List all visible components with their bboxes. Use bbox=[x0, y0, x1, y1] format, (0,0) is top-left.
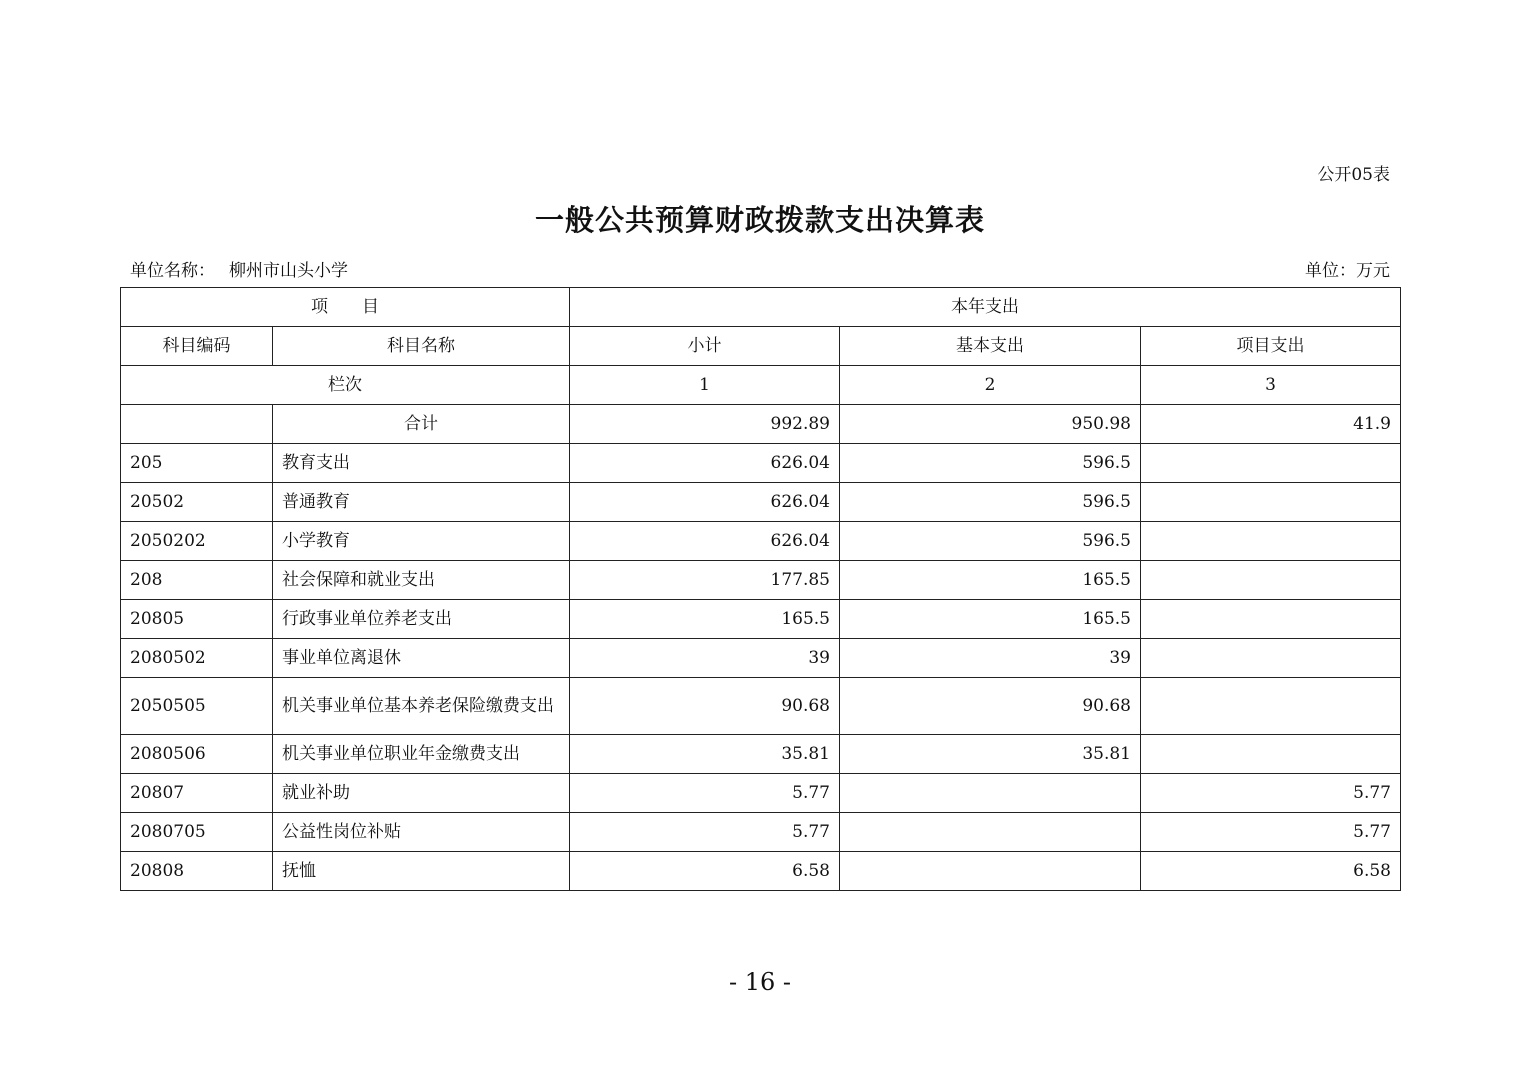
total-subtotal: 992.89 bbox=[570, 405, 840, 444]
row-basic bbox=[840, 852, 1141, 891]
row-subtotal: 626.04 bbox=[570, 483, 840, 522]
row-subtotal: 35.81 bbox=[570, 735, 840, 774]
row-basic: 596.5 bbox=[840, 483, 1141, 522]
row-name: 机关事业单位职业年金缴费支出 bbox=[273, 735, 570, 774]
row-code: 2050505 bbox=[121, 678, 273, 735]
table-row bbox=[121, 600, 1401, 639]
row-name: 机关事业单位基本养老保险缴费支出 bbox=[273, 678, 570, 735]
column-index-2: 2 bbox=[840, 366, 1141, 405]
row-project bbox=[1141, 483, 1401, 522]
total-code-cell bbox=[121, 405, 273, 444]
row-name: 抚恤 bbox=[273, 852, 570, 891]
row-code: 20805 bbox=[121, 600, 273, 639]
basic-header: 基本支出 bbox=[840, 327, 1141, 366]
unit-name-label: 单位名称： bbox=[130, 261, 215, 281]
row-basic: 39 bbox=[840, 639, 1141, 678]
table-row bbox=[121, 522, 1401, 561]
row-subtotal: 6.58 bbox=[570, 852, 840, 891]
row-project bbox=[1141, 600, 1401, 639]
total-project: 41.9 bbox=[1141, 405, 1401, 444]
table-row bbox=[121, 561, 1401, 600]
header-row-columns bbox=[121, 327, 1401, 366]
row-subtotal: 5.77 bbox=[570, 813, 840, 852]
row-subtotal: 90.68 bbox=[570, 678, 840, 735]
table-row bbox=[121, 735, 1401, 774]
page-title: 一般公共预算财政拨款支出决算表 bbox=[534, 203, 985, 237]
row-subtotal: 5.77 bbox=[570, 774, 840, 813]
row-project bbox=[1141, 735, 1401, 774]
table-row bbox=[121, 678, 1401, 735]
row-subtotal: 39 bbox=[570, 639, 840, 678]
row-code: 20807 bbox=[121, 774, 273, 813]
table-row bbox=[121, 774, 1401, 813]
row-code: 2080506 bbox=[121, 735, 273, 774]
subtotal-header: 小计 bbox=[570, 327, 840, 366]
project-header: 项目支出 bbox=[1141, 327, 1401, 366]
column-index-label: 栏次 bbox=[121, 366, 570, 405]
total-label: 合计 bbox=[273, 405, 570, 444]
row-name: 行政事业单位养老支出 bbox=[273, 600, 570, 639]
table-header bbox=[121, 288, 1401, 444]
row-name: 公益性岗位补贴 bbox=[273, 813, 570, 852]
current-year-header: 本年支出 bbox=[570, 288, 1401, 327]
row-project: 5.77 bbox=[1141, 774, 1401, 813]
row-name: 事业单位离退休 bbox=[273, 639, 570, 678]
row-basic bbox=[840, 813, 1141, 852]
row-code: 2080502 bbox=[121, 639, 273, 678]
column-index-row bbox=[121, 366, 1401, 405]
row-code: 20502 bbox=[121, 483, 273, 522]
code-header: 科目编码 bbox=[121, 327, 273, 366]
table-row bbox=[121, 639, 1401, 678]
row-basic: 165.5 bbox=[840, 561, 1141, 600]
row-subtotal: 626.04 bbox=[570, 522, 840, 561]
row-basic: 596.5 bbox=[840, 444, 1141, 483]
row-subtotal: 626.04 bbox=[570, 444, 840, 483]
total-row bbox=[121, 405, 1401, 444]
unit-name-value: 柳州市山头小学 bbox=[229, 261, 348, 281]
header-row-top bbox=[121, 288, 1401, 327]
row-code: 20808 bbox=[121, 852, 273, 891]
row-project bbox=[1141, 678, 1401, 735]
item-header: 项 目 bbox=[121, 288, 570, 327]
row-basic: 165.5 bbox=[840, 600, 1141, 639]
row-name: 普通教育 bbox=[273, 483, 570, 522]
row-project: 6.58 bbox=[1141, 852, 1401, 891]
row-code: 205 bbox=[121, 444, 273, 483]
row-code: 2080705 bbox=[121, 813, 273, 852]
row-project bbox=[1141, 444, 1401, 483]
row-project bbox=[1141, 522, 1401, 561]
row-name: 社会保障和就业支出 bbox=[273, 561, 570, 600]
row-project: 5.77 bbox=[1141, 813, 1401, 852]
row-project bbox=[1141, 639, 1401, 678]
page-number: - 16 - bbox=[728, 968, 791, 996]
row-name: 小学教育 bbox=[273, 522, 570, 561]
column-index-1: 1 bbox=[570, 366, 840, 405]
row-subtotal: 177.85 bbox=[570, 561, 840, 600]
column-index-3: 3 bbox=[1141, 366, 1401, 405]
row-code: 208 bbox=[121, 561, 273, 600]
row-basic: 35.81 bbox=[840, 735, 1141, 774]
table-row bbox=[121, 852, 1401, 891]
row-project bbox=[1141, 561, 1401, 600]
total-basic: 950.98 bbox=[840, 405, 1141, 444]
row-subtotal: 165.5 bbox=[570, 600, 840, 639]
expenditure-table bbox=[120, 287, 1401, 891]
unit-name-line bbox=[130, 256, 348, 281]
row-name: 教育支出 bbox=[273, 444, 570, 483]
row-basic bbox=[840, 774, 1141, 813]
table-body bbox=[121, 444, 1401, 891]
table-row bbox=[121, 483, 1401, 522]
row-name: 就业补助 bbox=[273, 774, 570, 813]
form-number: 公开05表 bbox=[1317, 165, 1390, 185]
row-basic: 90.68 bbox=[840, 678, 1141, 735]
table-row bbox=[121, 813, 1401, 852]
row-basic: 596.5 bbox=[840, 522, 1141, 561]
unit-of-measure: 单位：万元 bbox=[1305, 261, 1390, 281]
name-header: 科目名称 bbox=[273, 327, 570, 366]
table-row bbox=[121, 444, 1401, 483]
row-code: 2050202 bbox=[121, 522, 273, 561]
